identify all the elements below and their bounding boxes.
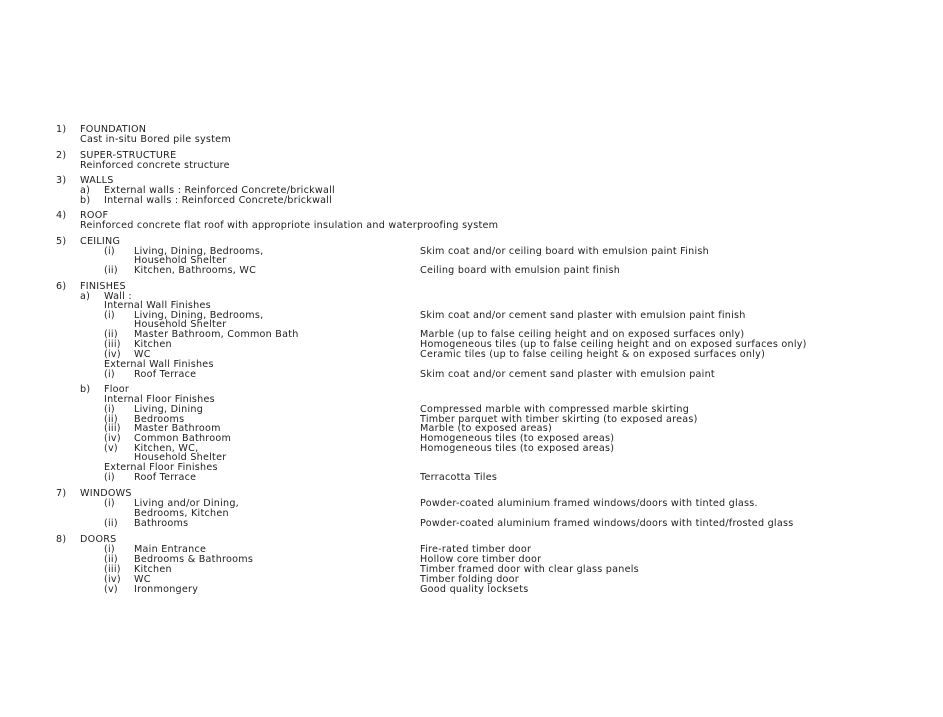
item-numeral: (i) [104,544,115,555]
item-numeral: (i) [104,246,115,257]
item-numeral: (i) [104,369,115,380]
item-label: Main Entrance [134,544,207,555]
item-spec: Marble (to exposed areas) [420,423,553,434]
item-numeral: (ii) [104,554,118,565]
sub-marker: b) [80,384,91,395]
item-label: Living, Dining, Bedrooms, [134,310,264,321]
item-label: Living and/or Dining, [134,498,239,509]
item-spec: Skim coat and/or cement sand plaster with emulsion paint [420,369,715,380]
item-label: Household Shelter [134,452,227,463]
item-label: Household Shelter [134,255,227,266]
item-numeral: (iv) [104,433,121,444]
item-label: Common Bathroom [134,433,232,444]
section-number: 8) [56,534,67,545]
item-numeral: (ii) [104,414,118,425]
item-spec: Skim coat and/or cement sand plaster with emulsion paint finish [420,310,746,321]
item-label: WC [134,349,151,360]
item-label: Bathrooms [134,518,189,529]
item-label: Bedrooms & Bathrooms [134,554,254,565]
item-spec: Terracotta Tiles [420,472,498,483]
item-label: Roof Terrace [134,472,197,483]
item-label: Ironmongery [134,584,199,595]
subheading: Internal Floor Finishes [104,394,215,405]
item-numeral: (i) [104,498,115,509]
item-numeral: (v) [104,443,118,454]
text-line: External walls : Reinforced Concrete/brickwall [104,185,335,196]
item-numeral: (iii) [104,339,121,350]
item-numeral: (v) [104,584,118,595]
item-spec: Homogeneous tiles (to exposed areas) [420,443,615,454]
item-spec: Ceiling board with emulsion paint finish [420,265,621,276]
item-label: Household Shelter [134,319,227,330]
item-spec: Fire-rated timber door [420,544,532,555]
item-label: Roof Terrace [134,369,197,380]
item-label: Kitchen, WC, [134,443,199,454]
item-label: Bedrooms, Kitchen [134,508,229,519]
section-number: 7) [56,488,67,499]
item-numeral: (i) [104,404,115,415]
item-spec: Timber framed door with clear glass panels [420,564,639,575]
item-label: WC [134,574,151,585]
item-numeral: (iv) [104,574,121,585]
item-spec: Powder-coated aluminium framed windows/doors with tinted glass. [420,498,758,509]
item-spec: Hollow core timber door [420,554,542,565]
item-label: Kitchen [134,339,172,350]
item-spec: Timber parquet with timber skirting (to exposed areas) [420,414,698,425]
subheading: External Floor Finishes [104,462,218,473]
text-line: Wall : [104,291,132,302]
item-numeral: (i) [104,310,115,321]
section-number: 4) [56,210,67,221]
section-heading: FOUNDATION [80,124,147,135]
item-label: Master Bathroom, Common Bath [134,329,299,340]
text-line: Floor [104,384,130,395]
item-spec: Marble (up to false ceiling height and on exposed surfaces only) [420,329,745,340]
sub-marker: a) [80,291,91,302]
text-line: Reinforced concrete structure [80,160,230,171]
text-line: Reinforced concrete flat roof with appropriote insulation and waterproofing system [80,220,499,231]
section-heading: FINISHES [80,281,126,292]
section-heading: WALLS [80,175,114,186]
section-number: 5) [56,236,67,247]
section-number: 6) [56,281,67,292]
item-spec: Timber folding door [420,574,519,585]
section-number: 3) [56,175,67,186]
section-number: 2) [56,150,67,161]
item-spec: Good quality locksets [420,584,529,595]
text-line: Internal walls : Reinforced Concrete/brickwall [104,195,333,206]
item-label: Living, Dining [134,404,204,415]
item-spec: Powder-coated aluminium framed windows/doors with tinted/frosted glass [420,518,794,529]
item-numeral: (i) [104,472,115,483]
item-label: Bedrooms [134,414,185,425]
item-numeral: (ii) [104,518,118,529]
section-heading: CEILING [80,236,121,247]
item-label: Master Bathroom [134,423,221,434]
item-spec: Skim coat and/or ceiling board with emulsion paint Finish [420,246,709,257]
section-number: 1) [56,124,67,135]
section-heading: ROOF [80,210,109,221]
sub-marker: b) [80,195,91,206]
text-line: Cast in-situ Bored pile system [80,134,231,145]
item-label: Living, Dining, Bedrooms, [134,246,264,257]
section-heading: SUPER-STRUCTURE [80,150,177,161]
item-numeral: (iv) [104,349,121,360]
section-heading: WINDOWS [80,488,132,499]
item-spec: Homogeneous tiles (up to false ceiling height and on exposed surfaces only) [420,339,807,350]
section-heading: DOORS [80,534,117,545]
item-label: Kitchen [134,564,172,575]
subheading: External Wall Finishes [104,359,214,370]
item-numeral: (ii) [104,265,118,276]
item-spec: Compressed marble with compressed marble skirting [420,404,690,415]
item-label: Kitchen, Bathrooms, WC [134,265,257,276]
item-numeral: (iii) [104,423,121,434]
sub-marker: a) [80,185,91,196]
item-numeral: (ii) [104,329,118,340]
item-spec: Homogeneous tiles (to exposed areas) [420,433,615,444]
item-spec: Ceramic tiles (up to false ceiling height & on exposed surfaces only) [420,349,766,360]
item-numeral: (iii) [104,564,121,575]
subheading: Internal Wall Finishes [104,300,211,311]
